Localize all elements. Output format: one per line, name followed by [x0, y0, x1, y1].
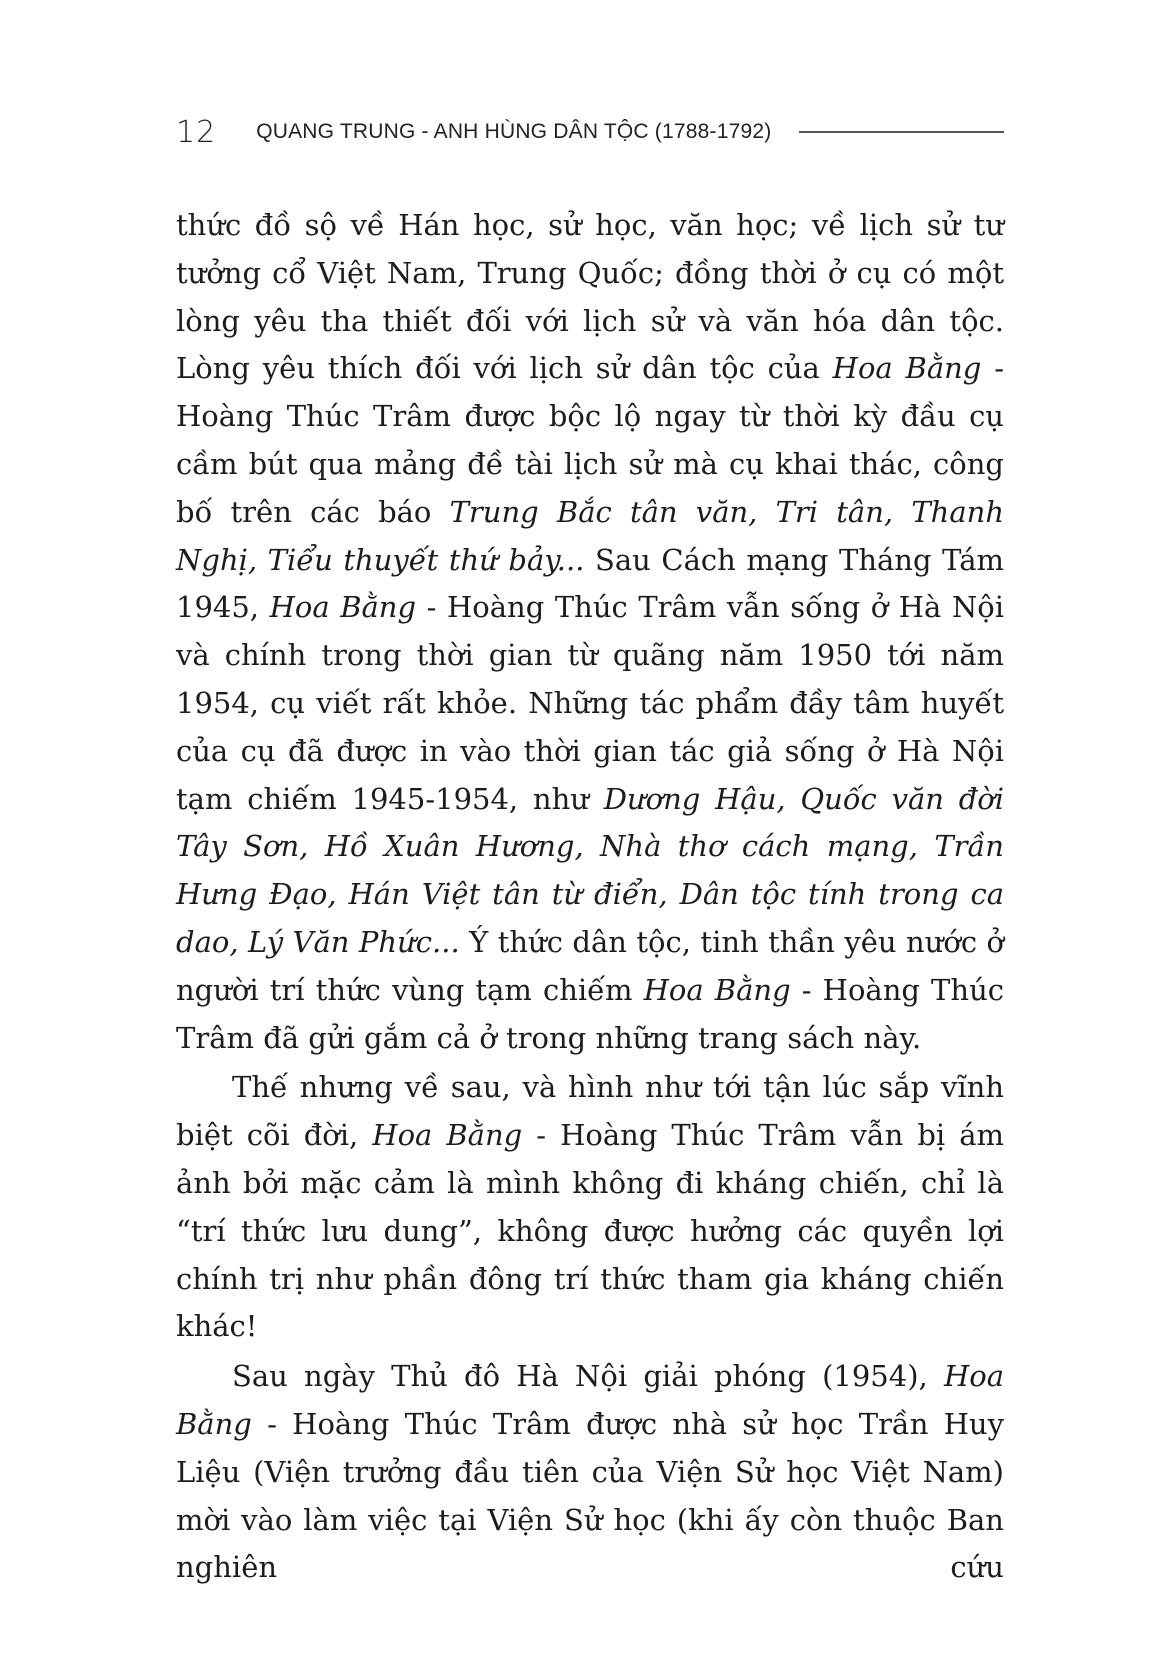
running-title: QUANG TRUNG - ANH HÙNG DÂN TỘC (1788-1792) — [256, 120, 772, 143]
italic-run: Hoa Bằng — [832, 351, 982, 386]
italic-run: Hoa Bằng — [269, 590, 417, 625]
italic-run: Hoa Bằng — [372, 1118, 523, 1153]
paragraph-2 — [176, 1064, 1004, 1351]
paragraph-1 — [176, 202, 1004, 1062]
italic-run: Hoa Bằng — [643, 972, 791, 1007]
text-run: Ý thức dân tộc, tinh thần yêu nước ở người trí thức vùng tạm chiếm — [176, 924, 1005, 1007]
text-run: - Hoàng Thúc Trâm vẫn bị ám ảnh bởi mặc cảm là mình không đi kháng chiến, chỉ là “trí thức lưu dung”, không được hưởng các quyền lợi chính trị như phần đông trí thức tham gia kháng chiến khác! — [176, 1118, 1004, 1344]
header-rule — [799, 131, 1004, 133]
paragraph-3 — [176, 1353, 1004, 1592]
text-run: Thế nhưng về sau, và hình như tới tận lúc sắp vĩnh biệt cõi đời, — [176, 1070, 1004, 1153]
text-run: - Hoàng Thúc Trâm vẫn sống ở Hà Nội và chính trong thời gian từ quãng năm 1950 tới năm 1954, cụ viết rất khỏe. Những tác phẩm đầy tâm huyết của cụ đã được in vào thời gian tác giả sống ở Hà Nội tạm chiếm 1945-1954, như — [176, 590, 1004, 816]
italic-run: Dương Hậu, Quốc văn đời Tây Sơn, Hồ Xuân Hương, Nhà thơ cách mạng, Trần Hưng Đạo, Hán Việt tân từ điển, Dân tộc tính trong ca dao, Lý Văn Phức... — [176, 781, 1004, 959]
text-run: - Hoàng Thúc Trâm được nhà sử học Trần Huy Liệu (Viện trưởng đầu tiên của Viện Sử học Việt Nam) mời vào làm việc tại Viện Sử học (khi ấy còn thuộc Ban nghiên cứu — [176, 1406, 1004, 1585]
text-run: - Hoàng Thúc Trâm được bộc lộ ngay từ thời kỳ đầu cụ cầm bút qua mảng đề tài lịch sử mà cụ khai thác, công bố trên các báo — [176, 351, 1004, 529]
text-run: Sau ngày Thủ đô Hà Nội giải phóng (1954), — [232, 1359, 944, 1394]
italic-run: Hoa Bằng — [176, 1359, 1004, 1441]
text-run: - Hoàng Thúc Trâm đã gửi gắm cả ở trong những trang sách này. — [176, 972, 1004, 1055]
page-number: 12 — [176, 114, 217, 150]
text-run: thức đồ sộ về Hán học, sử học, văn học; về lịch sử tư tưởng cổ Việt Nam, Trung Quốc; đồng thời ở cụ có một lòng yêu tha thiết đối với lịch sử và văn hóa dân tộc. Lòng yêu thích đối với lịch sử dân tộc của — [176, 208, 1004, 386]
text-run: Sau Cách mạng Tháng Tám 1945, — [176, 542, 1004, 625]
page-header — [176, 112, 1004, 152]
italic-run: Trung Bắc tân văn, Tri tân, Thanh Nghị, Tiểu thuyết thứ bảy... — [176, 494, 1004, 577]
body-text — [176, 202, 1004, 1592]
